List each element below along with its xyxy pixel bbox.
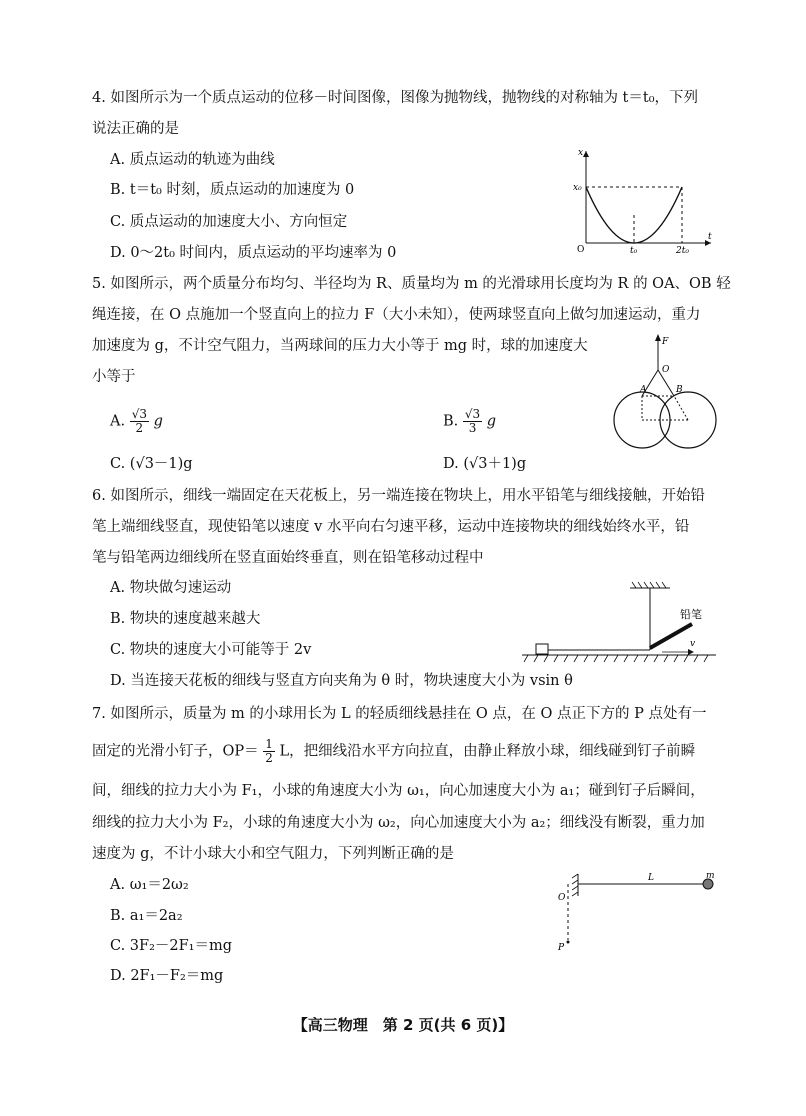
q5-stem-line1: 5. 如图所示，两个质量分布均匀、半径均为 R、质量均为 m 的光滑球用长度均为 R 的 OA、OB 轻 [92,276,731,292]
q7-stem-line3: 间，细线的拉力大小为 F₁，小球的角速度大小为 ω₁，向心加速度大小为 a₁；碰到钉子后瞬间， [92,783,705,799]
q7-option-c: C. 3F₂－2F₁＝mg [110,938,233,954]
q6-option-b: B. 物块的速度越来越大 [110,611,261,627]
q6-stem-line1: 6. 如图所示，细线一端固定在天花板上，另一端连接在物块上，用水平铅笔与细线接触，开始铅 [92,488,705,504]
q4-option-c: C. 质点运动的加速度大小、方向恒定 [110,214,348,230]
q5-option-d: D. (√3＋1)g [443,456,527,472]
q7-option-a: A. ω₁＝2ω₂ [110,877,189,893]
q5-F-label: F [662,337,669,347]
q4-stem-line2: 说法正确的是 [92,121,179,137]
q7-stem-line1: 7. 如图所示，质量为 m 的小球用长为 L 的轻质细线悬挂在 O 点，在 O 点正下方的 P 点处有一 [92,706,707,722]
q5-option-b: B. $\frac{√3}{3}$ g [443,407,497,435]
q6-pencil-figure [520,578,720,664]
q5-B-label: B [676,385,683,395]
q6-option-c: C. 物块的速度大小可能等于 2v [110,642,312,658]
q4-y-axis-label: x [578,148,584,158]
q4-t-tick1: t₀ [630,246,638,255]
q6-stem-line2: 笔上端细线竖直，现使铅笔以速度 v 水平向右匀速平移，运动中连接物块的细线始终水平，铅 [92,519,690,535]
q6-option-a: A. 物块做匀速运动 [110,580,232,596]
q4-origin: O [577,245,585,255]
q6-stem-line3: 笔与铅笔两边细线所在竖直面始终垂直，则在铅笔移动过程中 [92,550,484,566]
q6-option-d: D. 当连接天花板的细线与竖直方向夹角为 θ 时，物块速度大小为 vsin θ [110,673,573,689]
q7-m-label: m [706,871,715,881]
q5-option-c: C. (√3－1)g [110,456,193,472]
q5-stem-line4: 小等于 [92,369,136,385]
q6-v-label: v [690,639,696,649]
q6-pencil-label: 铅笔 [680,608,702,621]
page-footer: 【高三物理 第 2 页(共 6 页)】 [292,1016,514,1034]
q5-O-label: O [662,365,670,375]
q7-P-label: P [558,943,565,953]
q7-O-label: O [558,893,566,903]
q4-t-tick2: 2t₀ [676,246,689,255]
q5-A-label: A [640,385,647,395]
q7-stem-line5: 速度为 g，不计小球大小和空气阻力，下列判断正确的是 [92,846,454,862]
q4-option-a: A. 质点运动的轨迹为曲线 [110,152,275,168]
q5-option-a: A. $\frac{√3}{2}$ g [110,407,163,435]
q7-stem-line4: 细线的拉力大小为 F₂，小球的角速度大小为 ω₂，向心加速度大小为 a₂；细线没有断裂，重力加 [92,815,705,831]
q7-option-d: D. 2F₁－F₂＝mg [110,968,224,984]
q4-x-axis-label: t [708,232,712,242]
q5-two-balls-figure [606,330,724,452]
q4-xt-graph [566,145,716,255]
q4-option-b: B. t＝t₀ 时刻，质点运动的加速度为 0 [110,182,355,198]
q4-stem-line1: 4. 如图所示为一个质点运动的位移－时间图像，图像为抛物线，抛物线的对称轴为 t＝t₀，下列 [92,90,699,106]
q7-option-b: B. a₁＝2a₂ [110,908,183,924]
q5-stem-line2: 绳连接，在 O 点施加一个竖直向上的拉力 F（大小未知），使两球竖直向上做匀加速运动，重力 [92,307,701,323]
q7-pendulum-figure [556,870,724,956]
q4-y-tick: x₀ [573,183,582,193]
q7-stem-line2: 固定的光滑小钉子，OP＝ $\frac{1}{2}$ L，把细线沿水平方向拉直，由静止释放小球，细线碰到钉子前瞬 [92,737,696,765]
q4-option-d: D. 0～2t₀ 时间内，质点运动的平均速率为 0 [110,245,397,261]
q7-L-label: L [648,873,654,883]
q5-stem-line3: 加速度为 g，不计空气阻力，当两球间的压力大小等于 mg 时，球的加速度大 [92,338,588,354]
